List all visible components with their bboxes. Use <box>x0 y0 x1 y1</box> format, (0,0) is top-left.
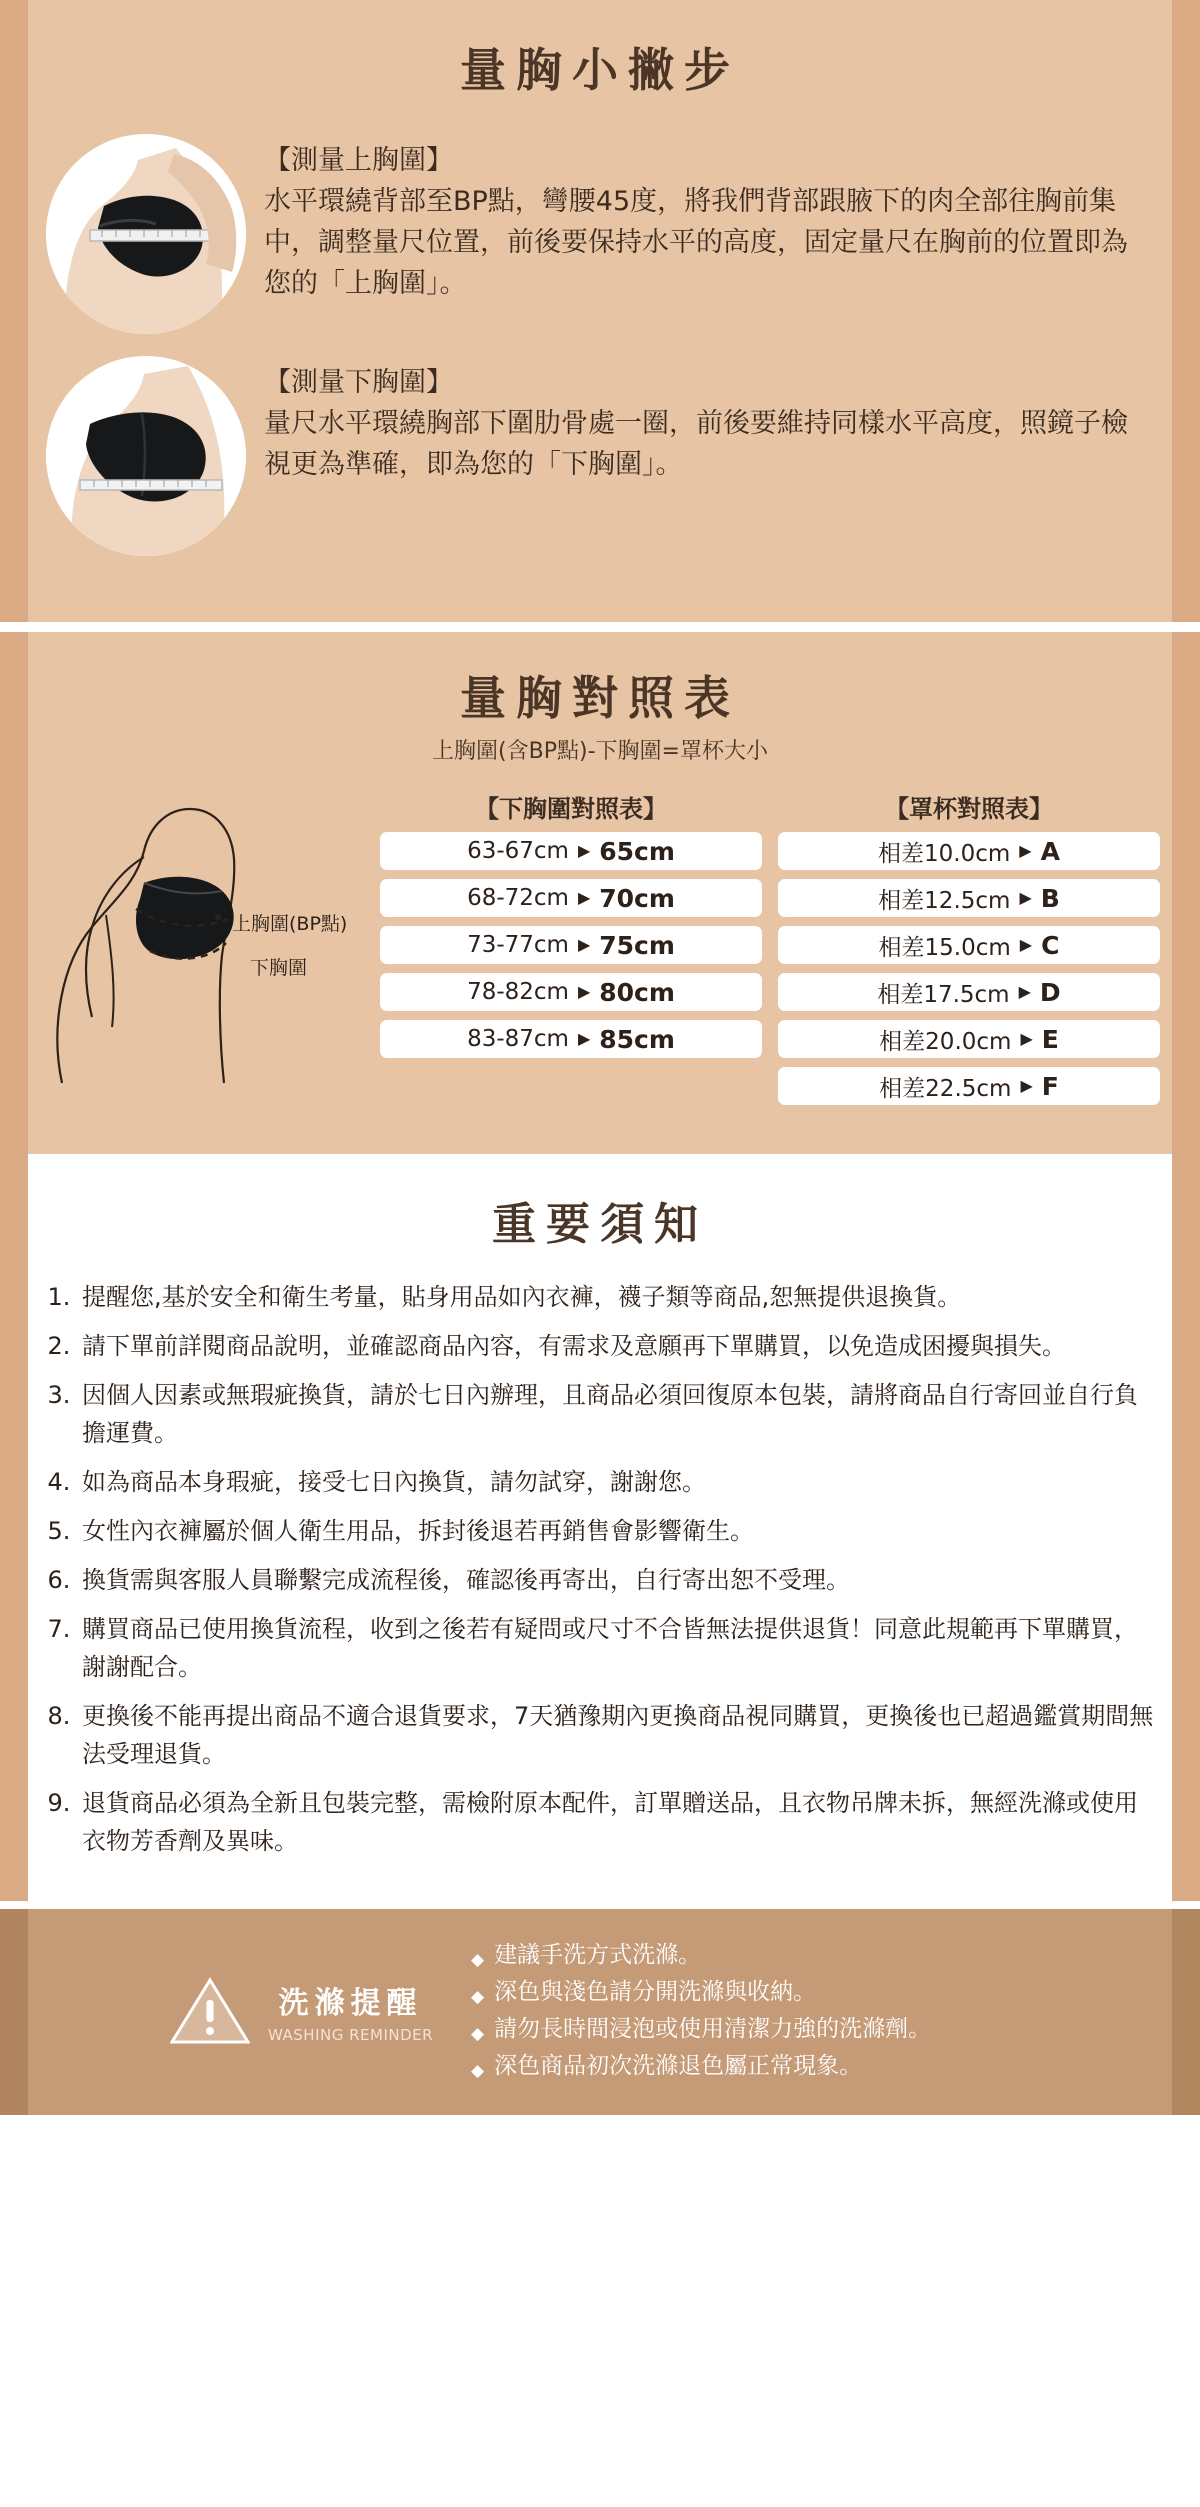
list-item: 9. 退貨商品必須為全新且包裝完整，需檢附原本配件，訂單贈送品，且衣物吊牌未拆，無經洗滌或使用衣物芳香劑及異味。 <box>78 1784 1156 1860</box>
table-row <box>380 879 762 917</box>
list-item: 6. 換貨需與客服人員聯繫完成流程後，確認後再寄出，自行寄出恕不受理。 <box>78 1561 1156 1599</box>
list-item <box>471 2011 931 2048</box>
diagram-under-bust-label: 下胸圍 <box>250 957 308 979</box>
list-item: 4. 如為商品本身瑕疵，接受七日內換貨，請勿試穿，謝謝您。 <box>78 1463 1156 1501</box>
underbust-size: 75cm <box>599 930 675 960</box>
list-item: 2. 請下單前詳閱商品說明，並確認商品內容，有需求及意願再下單購買，以免造成困擾與損失。 <box>78 1327 1156 1365</box>
table-row <box>380 1020 762 1058</box>
cup-letter: A <box>1040 836 1060 866</box>
list-item <box>471 2048 931 2085</box>
arrow-right-icon: ▶ <box>577 934 591 954</box>
cup-letter: D <box>1039 977 1061 1007</box>
table-row <box>778 1067 1160 1105</box>
table-row <box>778 1020 1160 1058</box>
bust-measure-diagram <box>40 787 380 1087</box>
list-item <box>471 1937 931 1974</box>
diamond-bullet-icon: ◆ <box>471 2024 485 2044</box>
list-item: 1. 提醒您,基於安全和衛生考量，貼身用品如內衣褲，襪子類等商品,恕無提供退換貨。 <box>78 1278 1156 1316</box>
measuring-tip-lower <box>46 356 1154 556</box>
underbust-table-header: 【下胸圍對照表】 <box>475 795 667 823</box>
arrow-right-icon: ▶ <box>577 981 591 1001</box>
measuring-tip-upper-label: 【測量上胸圍】 <box>264 145 453 176</box>
cup-letter: B <box>1040 883 1060 913</box>
underbust-table <box>380 789 762 1114</box>
list-item: 5. 女性內衣褲屬於個人衛生用品，拆封後退若再銷售會影響衛生。 <box>78 1512 1156 1550</box>
cup-difference: 相差10.0cm <box>878 840 1011 867</box>
list-item <box>471 1974 931 2011</box>
measuring-tip-lower-label: 【測量下胸圍】 <box>264 367 453 398</box>
measuring-tip-upper-text <box>264 134 1154 304</box>
cup-difference: 相差22.5cm <box>879 1075 1012 1102</box>
measuring-tips-title: 量胸小撇步 <box>460 43 740 97</box>
diamond-bullet-icon: ◆ <box>471 2061 485 2081</box>
table-row <box>380 973 762 1011</box>
cup-difference: 相差20.0cm <box>879 1028 1012 1055</box>
arrow-right-icon: ▶ <box>1019 840 1032 860</box>
underbust-range: 63-67cm <box>467 838 569 864</box>
diamond-bullet-icon: ◆ <box>471 1950 485 1970</box>
underbust-size: 85cm <box>599 1024 675 1054</box>
underbust-range: 68-72cm <box>467 885 569 911</box>
list-item: 3. 因個人因素或無瑕疵換貨，請於七日內辦理，且商品必須回復原本包裝，請將商品自行寄回並自行負擔運費。 <box>78 1376 1156 1452</box>
list-item: 8. 更換後不能再提出商品不適合退貨要求，7天猶豫期內更換商品視同購買，更換後也已超過鑑賞期間無法受理退貨。 <box>78 1697 1156 1773</box>
washing-instruction-text: 深色與淺色請分開洗滌與收納。 <box>494 1979 817 2005</box>
table-row <box>380 926 762 964</box>
cup-letter: C <box>1041 930 1060 960</box>
arrow-right-icon: ▶ <box>577 1028 591 1048</box>
arrow-right-icon: ▶ <box>577 840 591 860</box>
warning-icon <box>170 1976 250 2046</box>
important-notice-title: 重要須知 <box>492 1199 708 1250</box>
list-item: 7. 購買商品已使用換貨流程，收到之後若有疑問或尺寸不合皆無法提供退貨！同意此規範再下單購買，謝謝配合。 <box>78 1610 1156 1686</box>
important-notice-section <box>0 1154 1200 1901</box>
cup-difference: 相差17.5cm <box>877 981 1010 1008</box>
diamond-bullet-icon: ◆ <box>471 1987 485 2007</box>
bra-measure-lower-photo <box>46 356 246 556</box>
measuring-tip-lower-text <box>264 356 1154 485</box>
washing-instruction-text: 深色商品初次洗滌退色屬正常現象。 <box>494 2053 863 2079</box>
table-row <box>778 832 1160 870</box>
arrow-right-icon: ▶ <box>1018 981 1031 1001</box>
arrow-right-icon: ▶ <box>1019 934 1033 954</box>
washing-reminder-section <box>0 1901 1200 2115</box>
measuring-tip-upper-body: 水平環繞背部至BP點，彎腰45度，將我們背部跟腋下的肉全部往胸前集中，調整量尺位置，前後要保持水平的高度，固定量尺在胸前的位置即為您的「上胸圍」。 <box>264 186 1128 299</box>
cup-difference: 相差12.5cm <box>878 887 1011 914</box>
arrow-right-icon: ▶ <box>1020 1028 1033 1048</box>
underbust-size: 70cm <box>599 883 675 913</box>
important-notice-list <box>44 1278 1156 1860</box>
washing-reminder-title: 洗滌提醒 <box>278 1986 423 2021</box>
washing-instructions-list <box>471 1937 931 2085</box>
cup-letter: F <box>1041 1071 1059 1101</box>
washing-instruction-text: 建議手洗方式洗滌。 <box>494 1942 702 1968</box>
measuring-tips-section <box>0 0 1200 622</box>
underbust-size: 65cm <box>599 836 675 866</box>
table-row <box>778 879 1160 917</box>
underbust-size: 80cm <box>599 977 675 1007</box>
arrow-right-icon: ▶ <box>577 887 591 907</box>
size-chart-formula: 上胸圍(含BP點)-下胸圍=罩杯大小 <box>432 739 768 764</box>
arrow-right-icon: ▶ <box>1020 1075 1033 1095</box>
cup-letter: E <box>1041 1024 1059 1054</box>
washing-reminder-subtitle: WASHING REMINDER <box>268 2026 434 2044</box>
diagram-upper-bust-label: 上胸圍(BP點) <box>232 913 348 935</box>
underbust-range: 83-87cm <box>467 1026 569 1052</box>
cup-difference: 相差15.0cm <box>878 934 1011 961</box>
underbust-range: 78-82cm <box>467 979 569 1005</box>
arrow-right-icon: ▶ <box>1019 887 1032 907</box>
washing-instruction-text: 請勿長時間浸泡或使用清潔力強的洗滌劑。 <box>494 2016 932 2042</box>
size-chart-section <box>0 622 1200 1154</box>
bra-measure-upper-photo <box>46 134 246 334</box>
table-row <box>778 926 1160 964</box>
table-row <box>778 973 1160 1011</box>
size-chart-title: 量胸對照表 <box>460 671 740 725</box>
table-row <box>380 832 762 870</box>
cup-table <box>778 789 1160 1114</box>
cup-table-header: 【罩杯對照表】 <box>885 795 1053 823</box>
measuring-tip-lower-body: 量尺水平環繞胸部下圍肋骨處一圈，前後要維持同樣水平高度，照鏡子檢視更為準確，即為您的「下胸圍」。 <box>264 408 1128 480</box>
underbust-range: 73-77cm <box>467 932 569 958</box>
measuring-tip-upper <box>46 134 1154 334</box>
